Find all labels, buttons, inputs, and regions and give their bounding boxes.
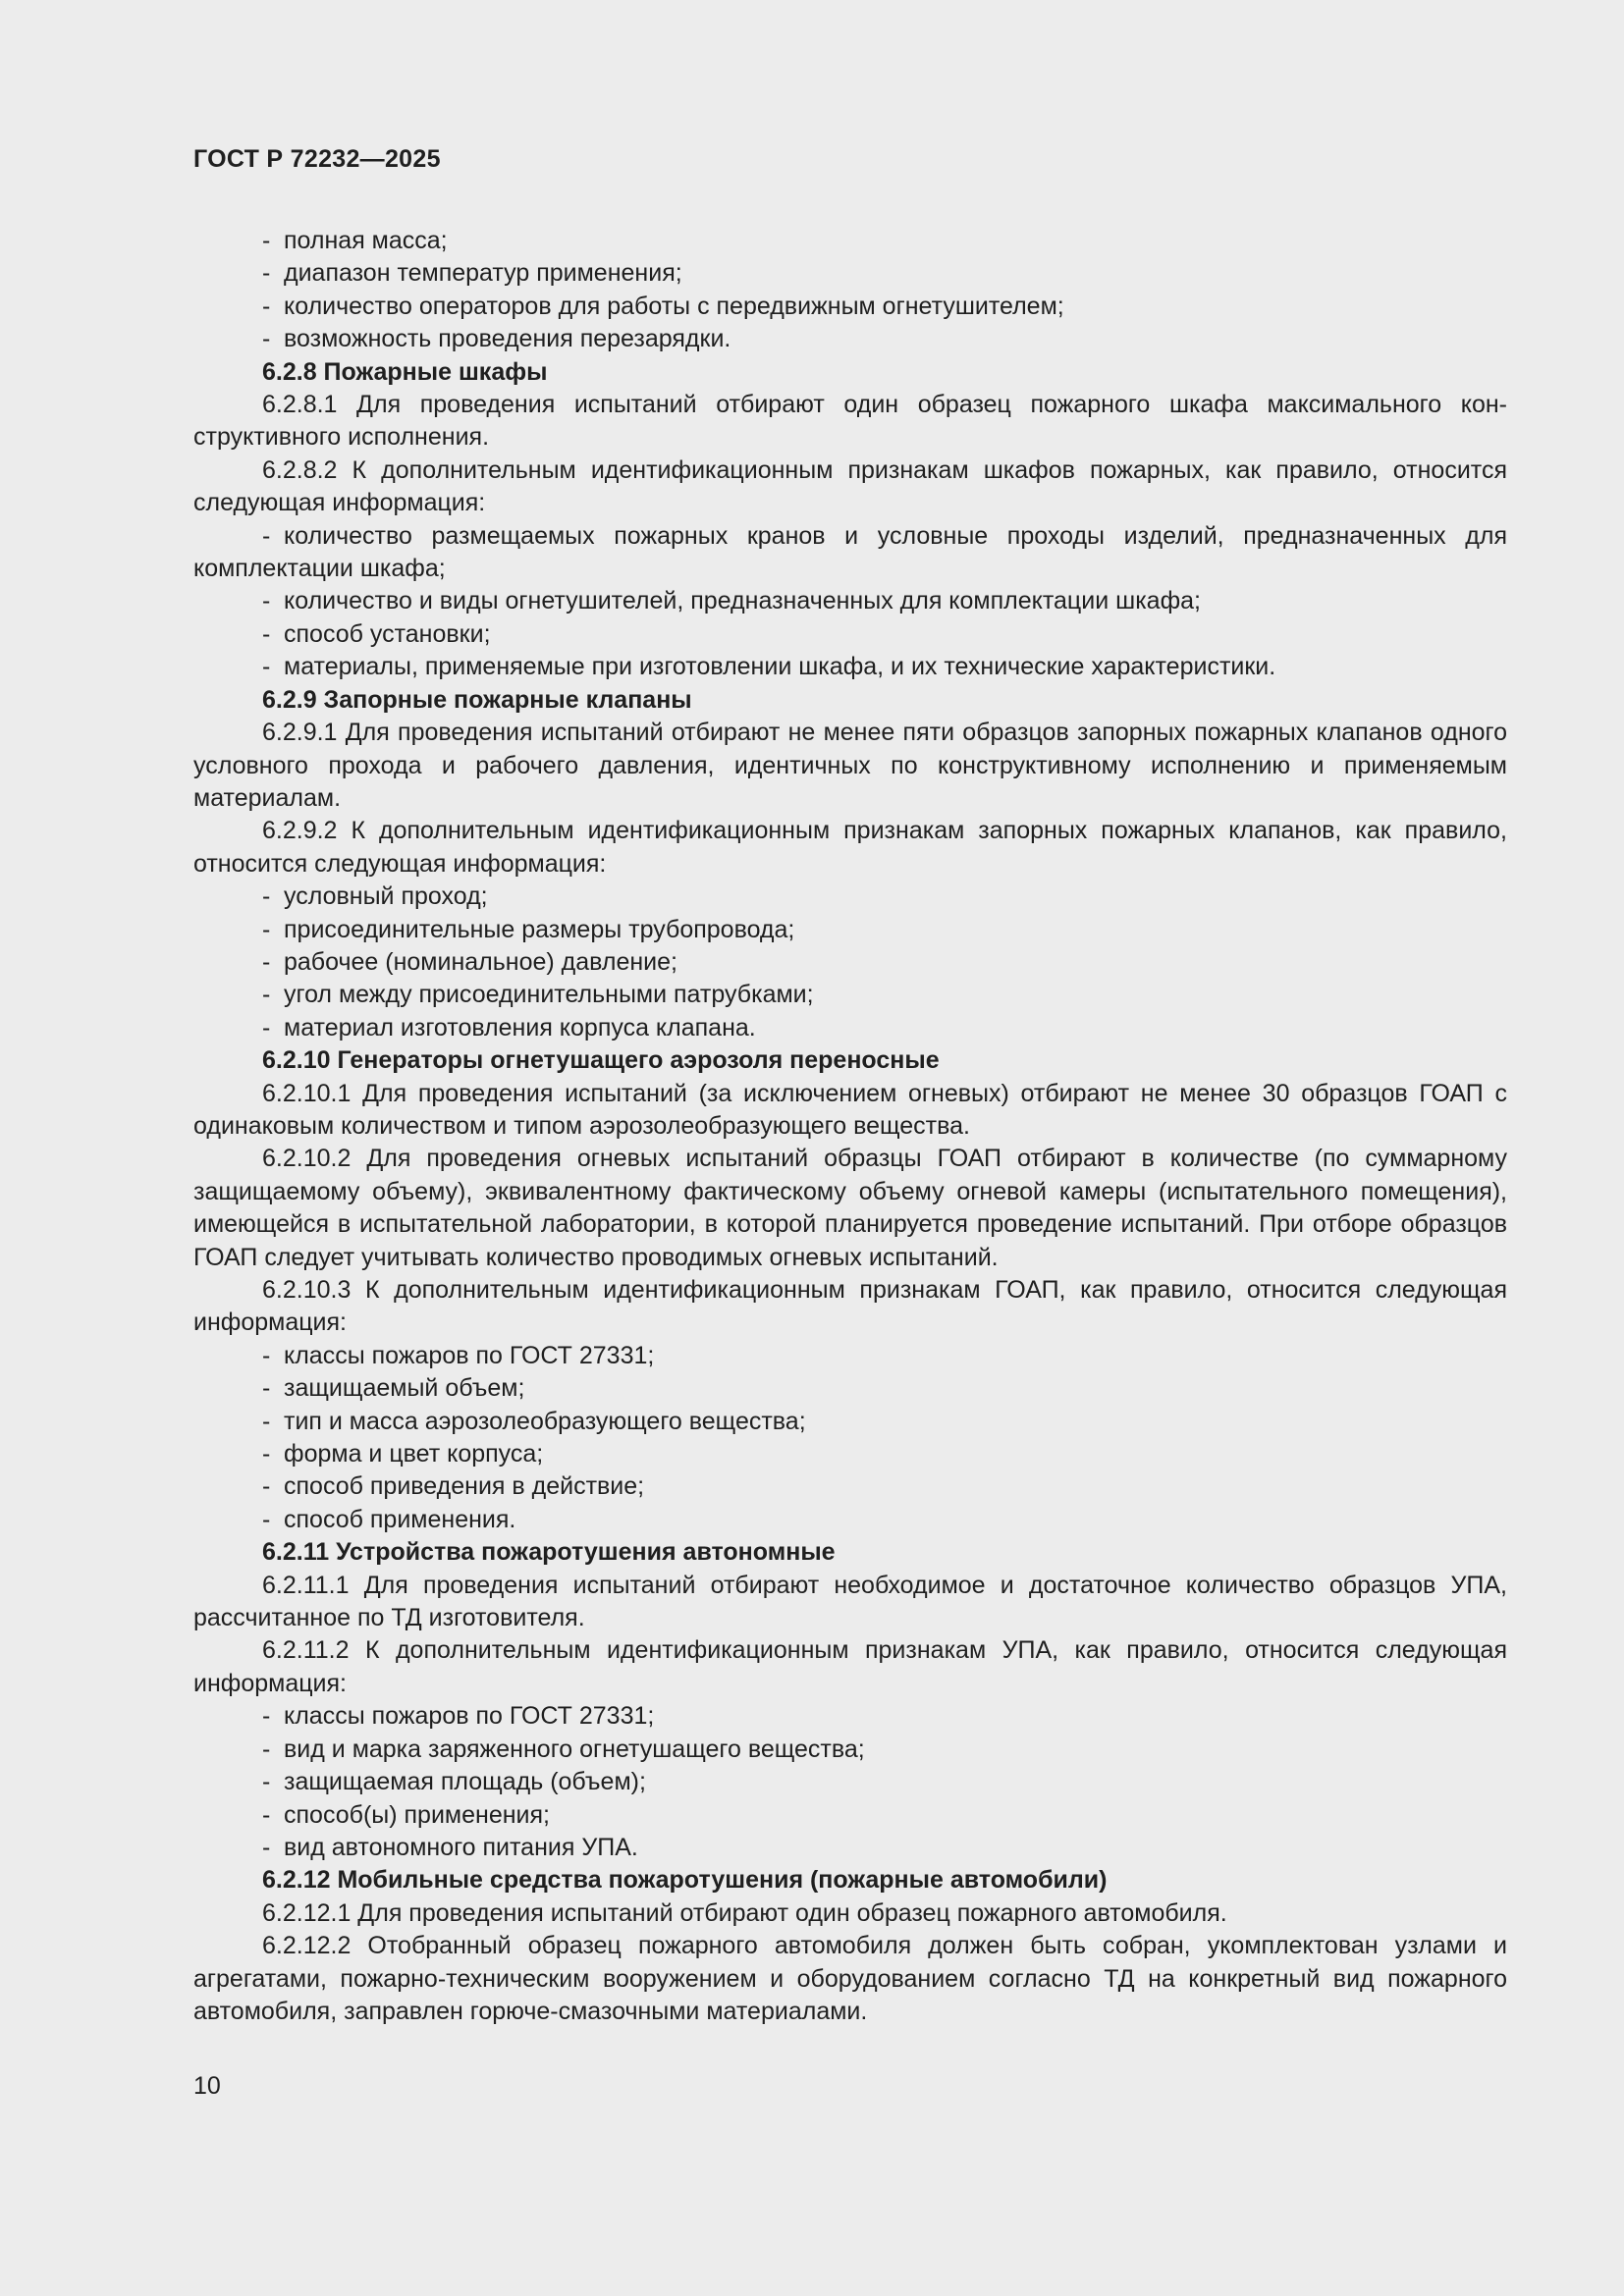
section-heading-6-2-8: 6.2.8 Пожарные шкафы — [262, 357, 548, 386]
list-item-text: способ установки; — [284, 619, 491, 648]
list-item-text: полная масса; — [284, 227, 448, 254]
dash-bullet: - — [262, 981, 271, 1009]
section-heading-6-2-12: 6.2.12 Мобильные средства пожаротушения (пожарные автомобили) — [262, 1866, 1108, 1895]
paragraph-6-2-9-2: 6.2.9.2 К дополнительным идентификационным признакам запорных пожарных клапанов, как правило, относится следующая информация: — [193, 817, 1507, 878]
list-item — [193, 520, 1507, 586]
list-item-text: классы пожаров по ГОСТ 27331; — [284, 1341, 655, 1369]
paragraph-6-2-10-1: 6.2.10.1 Для проведения испытаний (за исключением огневых) отбирают не менее 30 образцов ГОАП с одинаковым количеством и типом аэрозолеобразующего вещества. — [193, 1079, 1507, 1140]
dash-bullet: - — [262, 259, 271, 288]
list-item — [193, 1700, 1507, 1733]
list-item — [193, 979, 1507, 1011]
list-item-text: количество операторов для работы с передвижным огнетушителем; — [284, 292, 1064, 320]
paragraph-6-2-12-2: 6.2.12.2 Отобранный образец пожарного автомобиля должен быть собран, укомплектован узлами и агрегатами, пожарно-техническим вооружением и оборудованием согласно ТД на конкретный вид пожарного автомобиля, заправлен горюче-смазочными материалами. — [193, 1932, 1507, 2025]
list-item — [193, 323, 1507, 355]
list-item — [193, 291, 1507, 323]
page-number: 10 — [193, 2072, 221, 2100]
list-item-text: присоединительные размеры трубопровода; — [284, 915, 795, 943]
list-item — [193, 257, 1507, 290]
dash-bullet: - — [262, 292, 271, 320]
list-item — [193, 1012, 1507, 1044]
paragraph-6-2-11-1: 6.2.11.1 Для проведения испытаний отбирают необходимое и достаточное количество образцов УПА, рассчитанное по ТД изготовителя. — [193, 1571, 1507, 1632]
list-item-text: способ приведения в действие; — [284, 1472, 645, 1501]
dash-bullet: - — [262, 325, 271, 353]
list-item — [193, 1470, 1507, 1503]
dash-bullet: - — [262, 1341, 271, 1369]
list-item — [193, 651, 1507, 683]
list-item — [193, 1832, 1507, 1864]
dash-bullet: - — [262, 1472, 271, 1501]
dash-bullet: - — [262, 1407, 271, 1435]
dash-bullet: - — [262, 882, 271, 911]
list-item-text: возможность проведения перезарядки. — [284, 325, 731, 353]
document-header: ГОСТ Р 72232—2025 — [193, 145, 441, 173]
document-body — [193, 225, 1507, 2028]
list-item — [193, 618, 1507, 651]
paragraph-6-2-8-1: 6.2.8.1 Для проведения испытаний отбирают один образец пожарного шкафа максимального конструктивного исполнения. — [193, 391, 1507, 452]
list-item — [193, 585, 1507, 617]
paragraph-6-2-8-2: 6.2.8.2 К дополнительным идентификационным признакам шкафов пожарных, как правило, относится следующая информация: — [193, 455, 1507, 517]
list-item-text: количество и виды огнетушителей, предназначенных для комплектации шкафа; — [284, 587, 1201, 615]
list-item-text: классы пожаров по ГОСТ 27331; — [284, 1702, 655, 1731]
list-item-text: защищаемая площадь (объем); — [284, 1768, 646, 1796]
dash-bullet: - — [262, 1702, 271, 1731]
list-item-text: угол между присоединительными патрубками; — [284, 981, 814, 1009]
paragraph-6-2-9-1: 6.2.9.1 Для проведения испытаний отбирают не менее пяти образцов запорных пожарных клапанов одного условного прохода и рабочего давления, идентичных по конструктивному исполнению и применяемым материалам. — [193, 719, 1507, 812]
list-item — [193, 946, 1507, 979]
list-item — [193, 1406, 1507, 1438]
list-item — [193, 1340, 1507, 1372]
list-item — [193, 881, 1507, 913]
list-item-text: рабочее (номинальное) давление; — [284, 947, 677, 976]
list-item-text: диапазон температур применения; — [284, 259, 682, 288]
dash-bullet: - — [262, 1374, 271, 1403]
dash-bullet: - — [262, 587, 271, 615]
dash-bullet: - — [262, 1735, 271, 1763]
list-item-text: способ применения. — [284, 1505, 516, 1533]
list-item — [193, 1799, 1507, 1832]
dash-bullet: - — [262, 915, 271, 943]
list-item-text: вид и марка заряженного огнетушащего вещества; — [284, 1735, 865, 1763]
dash-bullet: - — [262, 1013, 271, 1041]
section-heading-6-2-11: 6.2.11 Устройства пожаротушения автономные — [262, 1538, 836, 1567]
dash-bullet: - — [262, 653, 271, 681]
list-item-text: защищаемый объем; — [284, 1374, 525, 1403]
list-item-text: тип и масса аэрозолеобразующего вещества; — [284, 1407, 806, 1435]
dash-bullet: - — [262, 1505, 271, 1533]
paragraph-6-2-10-2: 6.2.10.2 Для проведения огневых испытаний образцы ГОАП отбирают в количестве (по суммарному защищаемому объему), эквивалентному фактическому объему огневой камеры (испытательного помещения), имеющейся в испытательной лаборатории, в которой планируется проведение испытаний. При отборе образцов ГОАП следует учитывать количество проводимых огневых испытаний. — [193, 1145, 1507, 1271]
dash-bullet: - — [262, 619, 271, 648]
list-item — [193, 1504, 1507, 1536]
list-item-text: способ(ы) применения; — [284, 1800, 550, 1829]
dash-bullet: - — [262, 1833, 271, 1861]
dash-bullet: - — [262, 1800, 271, 1829]
list-item — [193, 225, 1507, 257]
list-item-text: условный проход; — [284, 882, 488, 911]
list-item-text: материал изготовления корпуса клапана. — [284, 1013, 756, 1041]
paragraph-6-2-10-3: 6.2.10.3 К дополнительным идентификационным признакам ГОАП, как правило, относится следующая информация: — [193, 1276, 1507, 1337]
dash-bullet: - — [262, 1768, 271, 1796]
paragraph-6-2-11-2: 6.2.11.2 К дополнительным идентификационным признакам УПА, как правило, относится следующая информация: — [193, 1636, 1507, 1697]
list-item-text: материалы, применяемые при изготовлении шкафа, и их технические характеристики. — [284, 653, 1276, 681]
dash-bullet: - — [262, 1440, 271, 1468]
list-item-text: количество размещаемых пожарных кранов и условные проходы изделий, предназначенных для комплектации шкафа; — [193, 521, 1507, 583]
list-item — [193, 1438, 1507, 1470]
dash-bullet: - — [262, 947, 271, 976]
dash-bullet: - — [262, 227, 271, 254]
list-item — [193, 914, 1507, 946]
list-item-text: форма и цвет корпуса; — [284, 1440, 544, 1468]
section-heading-6-2-9: 6.2.9 Запорные пожарные клапаны — [262, 685, 692, 714]
section-heading-6-2-10: 6.2.10 Генераторы огнетушащего аэрозоля переносные — [262, 1046, 940, 1075]
dash-bullet: - — [262, 521, 271, 550]
list-item-text: вид автономного питания УПА. — [284, 1833, 638, 1861]
list-item — [193, 1372, 1507, 1405]
list-item — [193, 1766, 1507, 1798]
list-item — [193, 1734, 1507, 1766]
paragraph-6-2-12-1: 6.2.12.1 Для проведения испытаний отбирают один образец пожарного автомобиля. — [262, 1898, 1227, 1927]
